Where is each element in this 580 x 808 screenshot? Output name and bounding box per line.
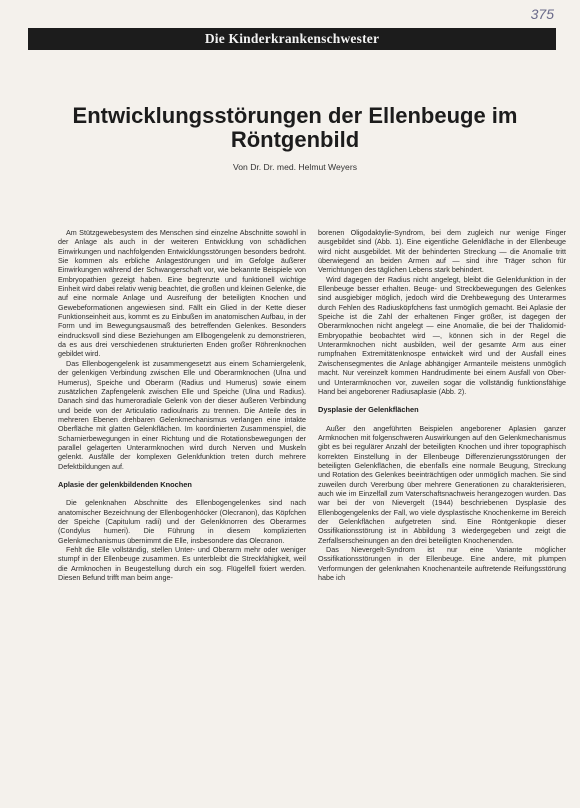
page-number: 375 [530,6,554,22]
article-title: Entwicklungsstörungen der Ellenbeuge im Röntgenbild [72,103,518,152]
paragraph: Außer den angeführten Beispielen angeborener Aplasien ganzer Armknochen mit folgenschweren Auswirkungen auf den Gelenkmechanismus gibt es bei regulärer Anzahl der beteiligten Knochen und ihrer topographisch korrekten Einstellung in der Ellenbeuge Differenzierungsstörungen der beteiligten Gelenkflächen, die ebenfalls eine normale Beugung, Streckung und Rotation des Gelenkes beeinträchtigen oder unmöglich machen. Sie sind zuweilen durch Vererbung über mehrere Generationen zu charakterisieren, auch wie im Einzelfall zum Vaterschaftsnachweis herangezogen wurden. Das war bei der von Nievergelt (1944) beschriebenen Dysplasie des Ellenbogengelenks der Fall, wo viele dysplastische Knochenkerne im Bereich der Gelenkflächen aufgetreten sind. Eine Röntgenkopie dieser Ossifikationsstörung ist in Abbildung 3 wiedergegeben und zeigt die Zerfallserscheinungen an den drei beteiligten Knochenenden. [318,423,566,545]
journal-header [28,28,556,50]
section-heading: Aplasie der gelenkbildenden Knochen [58,479,192,489]
author-line: Von Dr. Dr. med. Helmut Weyers [232,162,357,172]
paragraph: borenen Oligodaktylie-Syndrom, bei dem zugleich nur wenige Finger ausgebildet sind (Abb. 1). Eine eigentliche Gelenkfläche in der Ellenbeuge wird nicht ausgebildet. Mit der behinderten Streckung — die Anomalie tritt überwiegend an beiden Armen auf — sind ihre Träger schon für Verrichtungen des täglichen Lebens stark behindert. [318,228,566,275]
journal-title: Die Kinderkrankenschwester [204,31,380,46]
paragraph: Die gelenknahen Abschnitte des Ellenbogengelenkes sind nach anatomischer Bezeichnung der Ellenbogenhöcker (Olecranon), das Köpfchen der Speiche (Capitulum radii) und der Gelenkknorren des Oberarmes (Condylus humeri). Die Führung in diesem komplizierten Gelenkmechanismus übernimmt die Elle, insbesondere das Olecranon. [58,498,306,545]
section-heading: Dysplasie der Gelenkflächen [318,405,419,415]
right-column [318,228,566,800]
paragraph: Am Stützgewebesystem des Menschen sind einzelne Abschnitte sowohl in der Anlage als auch in der weiteren Entwicklung von schädlichen Einwirkungen und nachfolgenden Entwicklungsstörungen besonders bedroht. Sie kommen als erbliche Anlagestörungen und im Gefolge äußerer Einwirkungen während der Schwangerschaft vor, wie bekannte Beispiele von Embryopathien gezeigt haben. Eine begrenzte und funktionell wichtige Einheit wird dabei relativ wenig beachtet, die großen und kleinen Gelenke, die auf eine normale Anlage und Ausreifung der beteiligten Knochen und Gewebeformationen angewiesen sind. Fällt ein Glied in der Kette dieser Funktionseinheit aus, kommt es zu Einbußen im anatomischen Aufbau, in der Form und im Bewegungsausmaß des betreffenden Gelenkes. Besonders eindrucksvoll sind diese Beziehungen am Ellbogengelenk zu demonstrieren, da es aus drei verschiedenen strukturierten Enden großer Röhrenknochen gebildet wird. [58,228,306,359]
paragraph: Wird dagegen der Radius nicht angelegt, bleibt die Gelenkfunktion in der Ellenbeuge besser erhalten. Beuge- und Streckbewegungen des Gelenkes sind ausgiebiger möglich, jedoch wird die Drehbewegung des Unterarmes durch Fehlen des Radiusköpfchens fast unmöglich gemacht. Bei Aplasie der Speiche ist die Zahl der erhaltenen Finger größer, ist dagegen der Oberarmknochen nicht angelegt — eine Anomalie, die bei der Thalidomid-Embryopathie beobachtet wird —, können sich in der Regel die Unterarmknochen nicht ausbilden, weil der gesamte Arm aus einer rumpfnahen Extremitätenknospe entwickelt wird und der Ausfall eines Zwischensegmentes die Anlage abhängiger Armanteile meistens unmöglich macht. Nur vereinzelt kommen Handrudimente bei einem Ausfall von Ober- und Unterarmknochen vor, zuweilen sogar die vollständig funktionsfähige Hand bei angeborener Radiusaplasie (Abb. 2). [318,274,566,396]
paragraph: Das Nievergelt-Syndrom ist nur eine Variante möglicher Ossifikationsstörungen in der Ellenbeuge. Eine andere, mit plumpen Verformungen der gelenknahen Knochenanteile auftretende Reifungsstörung habe ich [318,545,566,583]
paragraph: Das Ellenbogengelenk ist zusammengesetzt aus einem Scharniergelenk, der gelenkigen Verbindung zwischen Elle und Oberarmknochen (Ulna und Humerus), Speiche und Oberarm (Radius und Humerus) sowie einem zusätzlichen Zapfengelenk zwischen Elle und Speiche (Ulna und Radius). Danach sind das humeroradiale Gelenk von der dieser äußeren Verbindung und beide von der Articulatio radioulnaris zu trennen. Die Anteile des in mehreren Ebenen drehbaren Gelenkmechanismus verlangen eine intakte Oberfläche mit glatten Gelenkflächen. Im koordinierten Zusammenspiel, die Scharnierbewegungen in einer Richtung und die Rotationsbewegungen der parallel gelagerten Unterarmknochen wird durch Nerven und Muskeln gelenkt. Ausfälle der komplexen Gelenkfunktion treten durch mehrere Defektbildungen auf. [58,358,306,471]
paragraph: Fehlt die Elle vollständig, stellen Unter- und Oberarm mehr oder weniger stumpf in der Ellenbeuge zusammen. Es unterbleibt die Streckfähigkeit, weil die Armknochen in Beugestellung durch ein sog. Flügelfell fixiert werden. Diesen Befund trifft man beim ange- [58,545,306,583]
left-column [58,228,306,800]
